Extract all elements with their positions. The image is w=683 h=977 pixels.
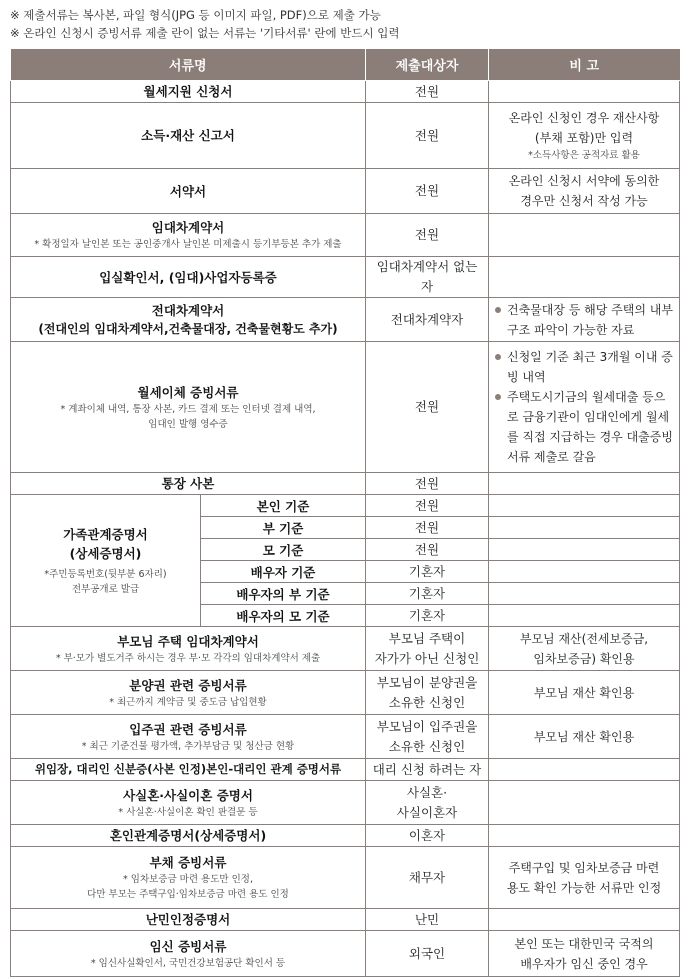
doc-name-cell <box>11 759 366 781</box>
doc-name-cell <box>11 169 366 214</box>
doc-name-cell <box>11 715 366 759</box>
remark-bullet: 주택도시기금의 월세대출 등으로 금융기관이 임대인에게 월세를 직접 지급하는 경우 대출증빙서류 제출로 갈음 <box>493 387 675 467</box>
table-row <box>11 909 680 931</box>
table-row <box>11 931 680 977</box>
family-sub-label: 모 기준 <box>201 539 366 561</box>
remark-cell <box>489 342 680 473</box>
doc-title: 분양권 관련 증빙서류 <box>129 677 247 693</box>
doc-title: 위임장, 대리인 신분증(사본 인정)본인-대리인 관계 증명서류 <box>34 762 342 776</box>
remark-cell <box>489 257 680 298</box>
target-line: 부모님 주택이 <box>388 630 466 646</box>
family-subtitle: *주민등록번호(뒷부분 6자리) <box>44 568 167 580</box>
remark-cell <box>489 298 680 342</box>
remark-small: *소득사항은 공적자료 활용 <box>528 149 640 161</box>
doc-subtitle: * 임차보증금 마련 용도만 인정, <box>123 874 253 885</box>
target-cell: 전원 <box>366 473 489 495</box>
table-row <box>11 759 680 781</box>
remark-line: 주택구입 및 임차보증금 마련 <box>508 860 660 875</box>
doc-name-cell <box>11 214 366 257</box>
remark-cell <box>489 169 680 214</box>
table-row <box>11 825 680 847</box>
doc-subtitle: * 임신사실확인서, 국민건강보험공단 확인서 등 <box>90 957 286 969</box>
target-cell: 전원 <box>366 517 489 539</box>
doc-title: 혼인관계증명서(상세증명서) <box>109 828 267 843</box>
target-cell: 전원 <box>366 169 489 214</box>
remark-line: 본인 또는 대한민국 국적의 <box>514 936 654 951</box>
doc-name-cell <box>11 931 366 977</box>
doc-title: 임신 증빙서류 <box>149 938 227 954</box>
remark-cell <box>489 517 680 539</box>
remark-cell <box>489 539 680 561</box>
target-cell: 전원 <box>366 539 489 561</box>
target-cell: 전원 <box>366 81 489 103</box>
remark-cell <box>489 781 680 825</box>
remark-cell <box>489 931 680 977</box>
doc-name-cell <box>11 909 366 931</box>
target-line: 부모님이 입주권을 <box>376 718 478 734</box>
remark-cell <box>489 909 680 931</box>
family-sub-label: 배우자 기준 <box>201 561 366 583</box>
note-line-2: ※ 온라인 신청시 증빙서류 제출 란이 없는 서류는 '기타서류' 란에 반드시 입력 <box>10 26 400 40</box>
doc-name-cell <box>11 298 366 342</box>
remark-cell <box>489 473 680 495</box>
table-row <box>11 671 680 715</box>
target-cell: 전원 <box>366 103 489 169</box>
doc-name-cell <box>11 671 366 715</box>
target-cell: 이혼자 <box>366 825 489 847</box>
target-cell: 외국인 <box>366 931 489 977</box>
doc-name-cell <box>11 257 366 298</box>
family-sub-label: 부 기준 <box>201 517 366 539</box>
doc-name-cell <box>11 342 366 473</box>
family-sub-label: 배우자의 모 기준 <box>201 605 366 627</box>
table-row <box>11 781 680 825</box>
remark-bullets <box>493 347 675 467</box>
remark-line: 온라인 신청시 서약에 동의한 <box>508 174 660 188</box>
remark-cell <box>489 627 680 671</box>
doc-title: 전대차계약서 <box>151 302 225 318</box>
target-cell <box>366 781 489 825</box>
doc-title: 임대차계약서 <box>151 220 225 235</box>
remark-cell <box>489 561 680 583</box>
doc-title: 난민인정증명서 <box>145 912 231 927</box>
remark-cell: 부모님 재산 확인용 <box>489 715 680 759</box>
doc-subtitle: * 계좌이체 내역, 통장 사본, 카드 결제 또는 인터넷 결제 내역, <box>60 403 316 415</box>
doc-subtitle: * 부·모가 별도거주 하시는 경우 부·모 각각의 임대차계약서 제출 <box>55 652 321 664</box>
remark-line: 부모님 재산(전세보증금, <box>519 631 649 646</box>
doc-title: 서약서 <box>169 183 207 199</box>
table-row <box>11 169 680 214</box>
remark-bullet: 건축물대장 등 해당 주택의 내부구조 파악이 가능한 자료 <box>493 300 675 340</box>
remark-line: 온라인 신청인 경우 재산사항 <box>508 110 660 125</box>
target-line: 부모님이 분양권을 <box>376 674 478 690</box>
doc-subtitle-2: 다만 부모는 주택구입·임차보증금 마련 용도 인정 <box>87 889 289 900</box>
target-cell: 채무자 <box>366 847 489 909</box>
doc-name-cell <box>11 847 366 909</box>
doc-name-cell <box>11 627 366 671</box>
remark-cell <box>489 759 680 781</box>
target-cell <box>366 671 489 715</box>
doc-subtitle: * 최근까지 계약금 및 중도금 납입현황 <box>109 696 267 708</box>
target-cell: 대리 신청 하려는 자 <box>366 759 489 781</box>
header-document-name: 서류명 <box>11 49 366 81</box>
target-cell <box>366 627 489 671</box>
family-sub-label: 본인 기준 <box>201 495 366 517</box>
remark-bullets <box>493 300 675 340</box>
family-title-line-2: (상세증명서) <box>69 545 142 561</box>
table-row <box>11 473 680 495</box>
target-cell: 기혼자 <box>366 605 489 627</box>
doc-subtitle: * 사실혼·사실이혼 확인 판결문 등 <box>118 806 258 818</box>
target-cell: 기혼자 <box>366 561 489 583</box>
doc-name-cell <box>11 473 366 495</box>
target-line: 소유한 신청인 <box>388 694 466 710</box>
doc-title: 부채 증빙서류 <box>149 855 227 870</box>
remark-line: 용도 확인 가능한 서류만 인정 <box>506 880 662 895</box>
remark-cell <box>489 825 680 847</box>
remark-cell <box>489 605 680 627</box>
remark-cell <box>489 583 680 605</box>
header-target: 제출대상자 <box>366 49 489 81</box>
remark-cell: 부모님 재산 확인용 <box>489 671 680 715</box>
remark-line: (부채 포함)만 입력 <box>534 130 634 145</box>
target-cell: 난민 <box>366 909 489 931</box>
target-cell: 임대차계약서 없는 자 <box>366 257 489 298</box>
remark-cell <box>489 81 680 103</box>
remark-line: 배우자가 임신 중인 경우 <box>520 956 648 971</box>
target-cell <box>366 715 489 759</box>
doc-name-cell <box>11 825 366 847</box>
remark-cell <box>489 214 680 257</box>
document-table <box>10 49 680 977</box>
table-row <box>11 715 680 759</box>
doc-name-cell <box>11 781 366 825</box>
doc-title: 입주권 관련 증빙서류 <box>129 721 247 737</box>
table-row <box>11 103 680 169</box>
table-row <box>11 214 680 257</box>
target-cell: 전원 <box>366 342 489 473</box>
target-cell: 전원 <box>366 495 489 517</box>
table-row <box>11 495 680 517</box>
target-line: 자가가 아닌 신청인 <box>374 650 480 666</box>
doc-title: 통장 사본 <box>161 476 215 491</box>
remark-cell <box>489 103 680 169</box>
target-cell: 전대차계약자 <box>366 298 489 342</box>
doc-title: 입실확인서, (임대)사업자등록증 <box>99 269 277 285</box>
target-cell: 기혼자 <box>366 583 489 605</box>
target-line: 사실혼· <box>406 784 448 800</box>
remark-line: 임차보증금) 확인용 <box>533 651 635 666</box>
target-cell: 전원 <box>366 214 489 257</box>
family-subtitle-2: 전부공개로 발급 <box>71 583 140 595</box>
table-row <box>11 298 680 342</box>
table-row <box>11 847 680 909</box>
note-line-1: ※ 제출서류는 복사본, 파일 형식(JPG 등 이미지 파일, PDF)으로 제출 가능 <box>10 8 381 22</box>
doc-title: 월세이체 증빙서류 <box>137 384 239 400</box>
table-row <box>11 627 680 671</box>
header-remarks: 비 고 <box>489 49 680 81</box>
notes <box>10 6 680 42</box>
family-doc-cell <box>11 495 201 627</box>
doc-title-line-2: (전대인의 임대차계약서,건축물대장, 건축물현황도 추가) <box>38 321 338 336</box>
doc-title: 월세지원 신청서 <box>143 84 233 99</box>
doc-subtitle-2: 임대인 발행 영수증 <box>148 418 228 430</box>
family-sub-label: 배우자의 부 기준 <box>201 583 366 605</box>
table-row <box>11 342 680 473</box>
doc-title: 사실혼·사실이혼 증명서 <box>123 787 253 803</box>
target-line: 소유한 신청인 <box>388 738 466 754</box>
doc-title: 부모님 주택 임대차계약서 <box>117 633 259 649</box>
doc-title: 소득·재산 신고서 <box>141 128 235 143</box>
family-title: 가족관계증명서 <box>63 526 148 542</box>
remark-cell <box>489 495 680 517</box>
doc-subtitle: * 최근 기준건물 평가액, 추가부담금 및 청산금 현황 <box>81 740 295 752</box>
table-row <box>11 81 680 103</box>
table-row <box>11 257 680 298</box>
doc-name-cell <box>11 103 366 169</box>
remark-bullet: 신청일 기준 최근 3개월 이내 증빙 내역 <box>493 347 675 387</box>
remark-line: 경우만 신청서 작성 가능 <box>520 194 648 208</box>
target-line: 사실이혼자 <box>396 804 458 820</box>
remark-cell <box>489 847 680 909</box>
doc-name-cell <box>11 81 366 103</box>
table-header <box>11 49 680 81</box>
doc-subtitle: * 확정일자 날인본 또는 공인중개사 날인본 미제출시 등기부등본 추가 제출 <box>34 239 342 250</box>
